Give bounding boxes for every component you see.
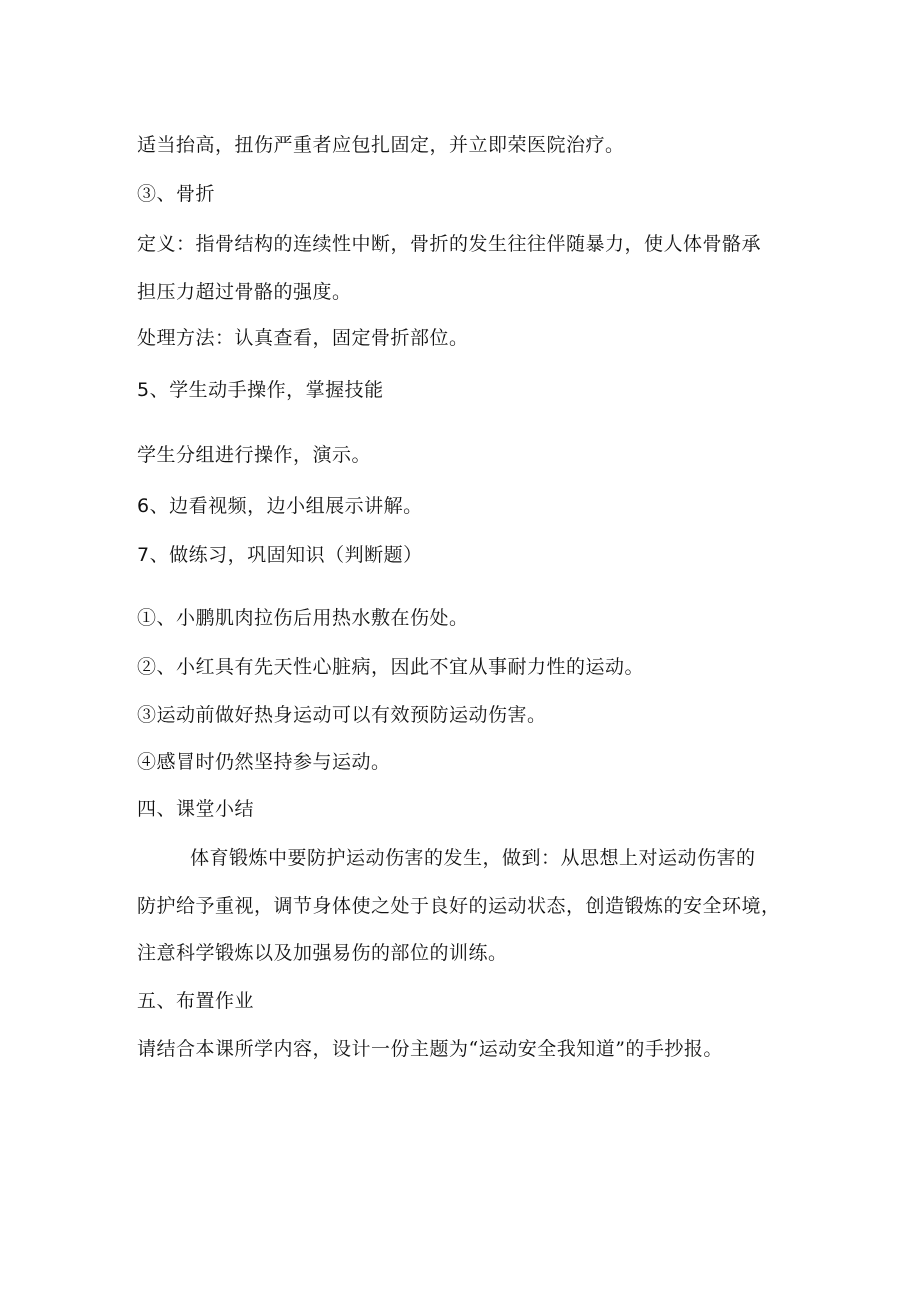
fracture-definition-line-1: 定义：指骨结构的连续性中断，骨折的发生往往伴随暴力，使人体骨骼承 <box>137 233 762 255</box>
heading-fracture: ③、骨折 <box>137 183 216 205</box>
summary-line-1: 体育锻炼中要防护运动伤害的发生，做到：从思想上对运动伤害的 <box>190 847 756 869</box>
step-5-heading: 5、学生动手操作，掌握技能 <box>137 379 384 401</box>
exercise-item-2: ②、小红具有先天性心脏病，因此不宜从事耐力性的运动。 <box>137 656 645 678</box>
section-5-heading: 五、布置作业 <box>137 990 255 1012</box>
exercise-item-3: ③运动前做好热身运动可以有效预防运动伤害。 <box>137 704 547 726</box>
homework-text: 请结合本课所学内容，设计一份主题为“运动安全我知道”的手抄报。 <box>137 1038 723 1060</box>
section-4-heading: 四、课堂小结 <box>137 798 255 820</box>
step-5-body: 学生分组进行操作，演示。 <box>137 444 372 466</box>
summary-line-2: 防护给予重视，调节身体使之处于良好的运动状态，创造锻炼的安全环境， <box>137 895 781 917</box>
step-6-heading: 6、边看视频，边小组展示讲解。 <box>137 495 423 517</box>
step-7-heading: 7、做练习，巩固知识（判断题） <box>137 544 423 566</box>
fracture-treatment: 处理方法：认真查看，固定骨折部位。 <box>137 327 469 349</box>
summary-line-3: 注意科学锻炼以及加强易伤的部位的训练。 <box>137 942 508 964</box>
fracture-definition-line-2: 担压力超过骨骼的强度。 <box>137 281 352 303</box>
exercise-item-4: ④感冒时仍然坚持参与运动。 <box>137 751 391 773</box>
text-line-first-aid-sprain: 适当抬高，扭伤严重者应包扎固定，并立即荣医院治疗。 <box>137 134 625 156</box>
exercise-item-1: ①、小鹏肌肉拉伤后用热水敷在伤处。 <box>137 607 469 629</box>
